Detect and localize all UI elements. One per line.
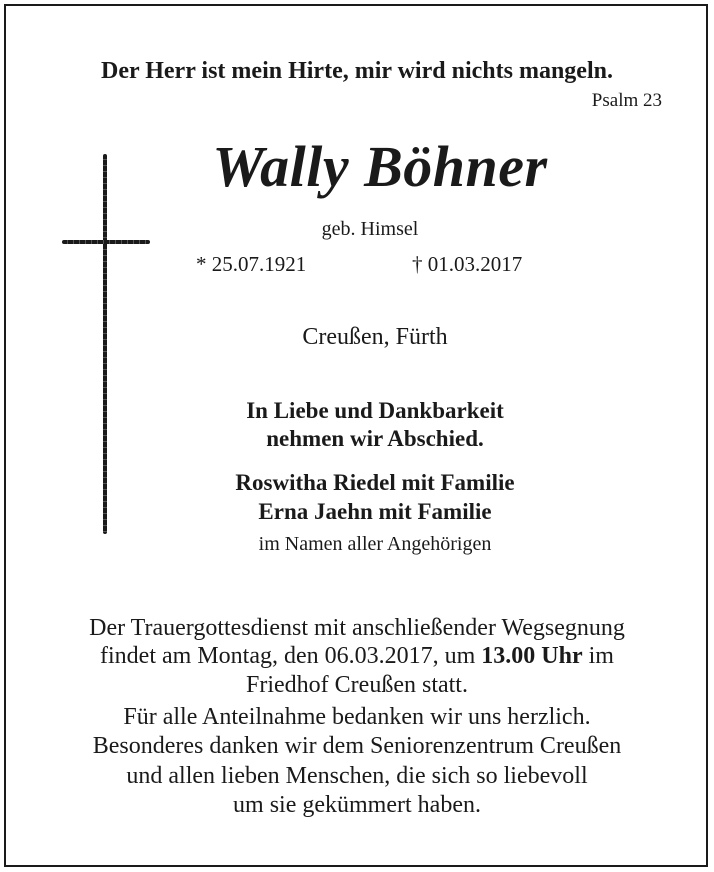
thanks-line-4: um sie gekümmert haben. <box>233 792 481 818</box>
thanks-line-3: und allen lieben Menschen, die sich so liebevoll <box>126 763 588 789</box>
service-date-text: findet am Montag, den 06.03.2017, um <box>100 643 482 669</box>
psalm-reference: Psalm 23 <box>591 90 662 111</box>
psalm-verse: Der Herr ist mein Hirte, mir wird nichts mangeln. <box>101 58 613 84</box>
service-line-2 <box>0 643 714 670</box>
thanks-line-2: Besonderes danken wir dem Seniorenzentrum Creußen <box>92 733 622 759</box>
farewell-line-2: nehmen wir Abschied. <box>266 426 484 451</box>
death-date: † 01.03.2017 <box>412 252 523 276</box>
service-line-1: Der Trauergottesdienst mit anschließender Wegsegnung <box>89 615 625 641</box>
birth-date: * 25.07.1921 <box>196 252 307 276</box>
places: Creußen, Fürth <box>302 324 448 350</box>
service-time: 13.00 Uhr <box>481 643 583 669</box>
cross-horizontal-bar <box>62 240 150 244</box>
farewell-line-1: In Liebe und Dankbarkeit <box>246 398 504 423</box>
service-line-3: Friedhof Creußen statt. <box>246 672 468 698</box>
deceased-name: Wally Böhner <box>212 134 548 199</box>
cross-vertical-bar <box>103 154 107 534</box>
thanks-line-1: Für alle Anteilnahme bedanken wir uns herzlich. <box>123 704 591 730</box>
service-line-2-end: im <box>582 643 614 669</box>
mourner-family-2: Erna Jaehn mit Familie <box>258 499 492 524</box>
birth-name: geb. Himsel <box>321 218 419 240</box>
mourner-family-1: Roswitha Riedel mit Familie <box>235 470 515 495</box>
mourner-note: im Namen aller Angehörigen <box>258 533 492 555</box>
